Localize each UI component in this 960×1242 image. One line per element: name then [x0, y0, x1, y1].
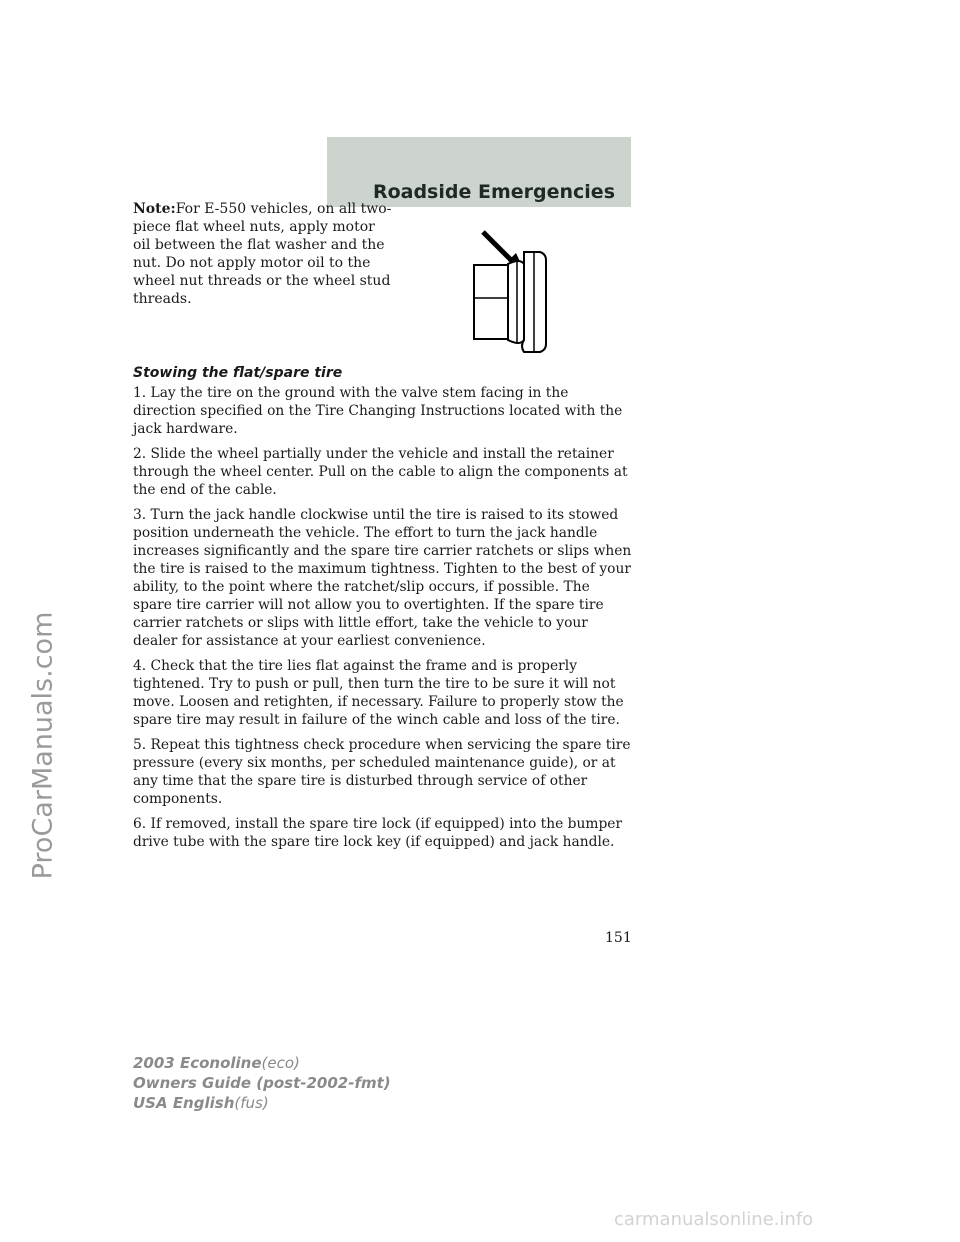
- section-header-band: [327, 137, 631, 207]
- footer-line-guide: [133, 1073, 391, 1093]
- note-paragraph: [133, 200, 393, 308]
- step-item: 5. Repeat this tightness check procedure when servicing the spare tire pressure (every six months, per scheduled maintenance guide), or at any time that the spare tire is disturbed through service of other components.: [133, 737, 631, 807]
- site-watermark: [4, 510, 82, 980]
- steps-list: [133, 384, 633, 858]
- footer-language: USA English: [133, 1094, 235, 1112]
- footer-line-model: [133, 1053, 391, 1073]
- footer-line-language: [133, 1093, 391, 1113]
- footer-guide: Owners Guide (post-2002-fmt): [133, 1074, 391, 1092]
- step-item: 6. If removed, install the spare tire lock (if equipped) into the bumper drive tube with the spare tire lock key (if equipped) and jack handle.: [133, 816, 623, 850]
- note-text: For E-550 vehicles, on all two-piece flat wheel nuts, apply motor oil between the flat washer and the nut. Do not apply motor oil to the wheel nut threads or the wheel stud threads.: [133, 201, 392, 307]
- page-number: 151: [605, 930, 632, 946]
- document-footer: [133, 1053, 391, 1113]
- step-item: 3. Turn the jack handle clockwise until the tire is raised to its stowed position underneath the vehicle. The effort to turn the jack handle increases significantly and the spare tire carrier ratchets or slips when the tire is raised to the maximum tightness. Tighten to the best of your ability, to the point where the ratchet/slip occurs, if possible. The spare tire carrier will not allow you to overtighten. If the spare tire carrier ratchets or slips with little effort, take the vehicle to your dealer for assistance at your earliest convenience.: [133, 507, 632, 649]
- step-item: 1. Lay the tire on the ground with the valve stem facing in the direction specified on the Tire Changing Instructions located with the jack hardware.: [133, 385, 623, 437]
- footer-language-code: (fus): [234, 1094, 269, 1112]
- section-title: Roadside Emergencies: [372, 181, 615, 203]
- watermark-text: ProCarManuals.com: [27, 611, 59, 879]
- footer-model-code: (eco): [261, 1054, 300, 1072]
- wheel-nut-washer-icon: [450, 228, 560, 356]
- site-watermark-bottom: carmanualsonline.info: [614, 1209, 814, 1230]
- step-item: 4. Check that the tire lies flat against the frame and is properly tightened. Try to push or pull, then turn the tire to be sure it will not move. Loosen and retighten, if necessary. Failure to properly stow the spare tire may result in failure of the winch cable and loss of the tire.: [133, 658, 624, 728]
- note-label: Note:: [133, 201, 176, 217]
- section-heading: Stowing the flat/spare tire: [133, 365, 343, 381]
- footer-model: 2003 Econoline: [133, 1054, 262, 1072]
- step-item: 2. Slide the wheel partially under the vehicle and install the retainer through the wheel center. Pull on the cable to align the components at the end of the cable.: [133, 446, 628, 498]
